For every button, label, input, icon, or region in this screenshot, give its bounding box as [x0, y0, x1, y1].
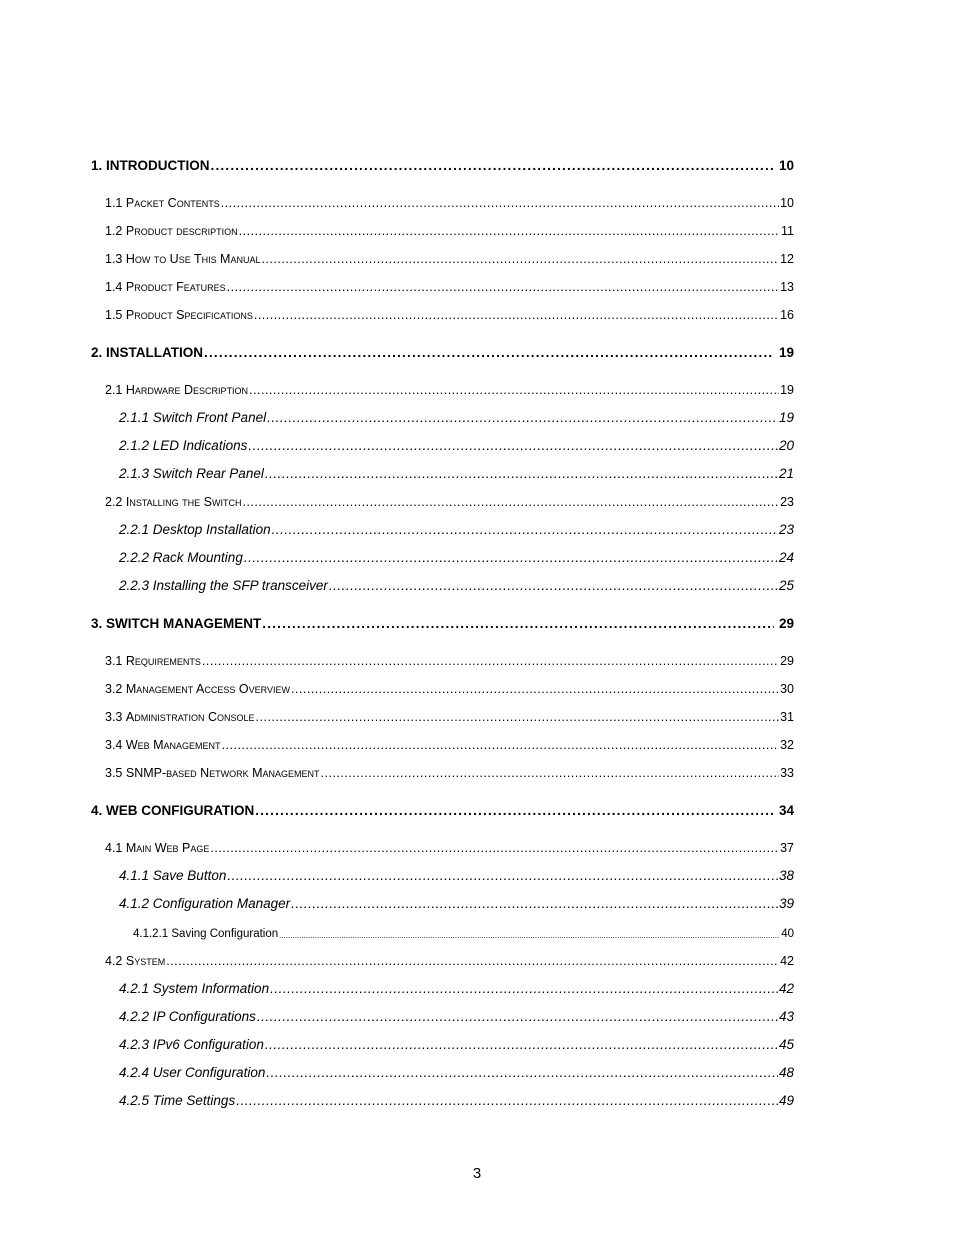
toc-entry-page: 38: [778, 868, 794, 883]
toc-entry-title: [119, 896, 290, 911]
toc-entry-number: 4.2.5: [119, 1093, 153, 1108]
toc-entry-number: 4.2.3: [119, 1037, 153, 1052]
toc-entry[interactable]: [105, 837, 794, 855]
toc-entry-title: [119, 410, 266, 425]
toc-leader-dots: [236, 1093, 778, 1108]
toc-entry-page: 34: [778, 803, 794, 818]
toc-entry-title: [119, 1037, 264, 1052]
toc-entry[interactable]: [119, 1034, 794, 1052]
toc-entry-text: INSTALLATION: [106, 345, 204, 360]
toc-entry-number: 2.1: [105, 383, 126, 397]
toc-entry[interactable]: [119, 1006, 794, 1024]
toc-leader-dots: [267, 410, 778, 425]
toc-entry-title: [91, 616, 261, 631]
toc-entry-text: Hardware Description: [125, 383, 249, 397]
toc-entry-page: 19: [780, 383, 794, 397]
toc-entry-title: [119, 522, 271, 537]
toc-entry-number: 4.2.2: [119, 1009, 153, 1024]
toc-entry-number: 2.2.1: [119, 522, 153, 537]
toc-entry[interactable]: [119, 435, 794, 453]
toc-entry[interactable]: [105, 706, 794, 724]
toc-leader-dots: [257, 1009, 778, 1024]
toc-entry-text: Switch Front Panel: [152, 410, 267, 425]
toc-entry-number: 4.1.2.1: [133, 928, 172, 940]
toc-entry[interactable]: [119, 547, 794, 565]
toc-entry-title: [119, 578, 328, 593]
toc-leader-dots: [166, 954, 779, 968]
toc-entry-title: [91, 803, 254, 818]
toc-entry-page: 42: [778, 981, 794, 996]
toc-entry[interactable]: [91, 613, 794, 631]
toc-entry-text: Time Settings: [152, 1093, 236, 1108]
toc-leader-dots: [221, 196, 779, 210]
toc-entry-title: [119, 438, 247, 453]
toc-entry-title: [119, 1009, 256, 1024]
toc-entry[interactable]: [105, 491, 794, 509]
toc-entry[interactable]: [105, 192, 794, 210]
toc-entry-number: 2.2.3: [119, 578, 153, 593]
toc-entry-text: INTRODUCTION: [106, 158, 210, 173]
toc-entry-page: 29: [780, 654, 794, 668]
toc-entry-title: [105, 308, 253, 322]
toc-entry[interactable]: [105, 304, 794, 322]
toc-entry-page: 37: [780, 841, 794, 855]
toc-entry-number: 2.1.3: [119, 466, 153, 481]
toc-leader-dots: [244, 550, 778, 565]
toc-leader-dots: [272, 522, 778, 537]
toc-entry-title: [91, 158, 210, 173]
toc-entry-text: Installing the SFP transceiver: [152, 578, 328, 593]
toc-leader-dots: [239, 224, 780, 238]
toc-entry-page: 40: [781, 928, 794, 940]
toc-leader-dots: [255, 803, 774, 818]
toc-entry[interactable]: [119, 978, 794, 996]
toc-entry-title: [105, 224, 238, 238]
toc-entry-text: Product Features: [125, 280, 226, 294]
toc-entry-page: 49: [778, 1093, 794, 1108]
toc-entry[interactable]: [105, 950, 794, 968]
toc-leader-dots: [227, 868, 778, 883]
toc-entry-title: [105, 495, 241, 509]
toc-entry-text: How to Use This Manual: [125, 252, 261, 266]
toc-entry-page: 10: [780, 196, 794, 210]
toc-leader-dots: [210, 841, 779, 855]
toc-leader-dots: [222, 738, 780, 752]
toc-entry-text: IP Configurations: [152, 1009, 256, 1024]
toc-entry[interactable]: [105, 379, 794, 397]
toc-entry-page: 16: [780, 308, 794, 322]
toc-entry-text: Switch Rear Panel: [152, 466, 264, 481]
toc-leader-dots: [270, 981, 778, 996]
toc-entry-title: [105, 766, 320, 780]
toc-entry-text: Rack Mounting: [152, 550, 243, 565]
toc-leader-dots: [254, 308, 779, 322]
toc-entry-page: 23: [780, 495, 794, 509]
toc-entry-page: 21: [778, 466, 794, 481]
toc-entry-page: 43: [778, 1009, 794, 1024]
toc-entry-text: Web Management: [125, 738, 221, 752]
toc-entry[interactable]: [119, 575, 794, 593]
toc-entry-title: [105, 738, 221, 752]
toc-entry-page: 11: [781, 224, 794, 238]
toc-entry-text: System Information: [152, 981, 270, 996]
toc-entry[interactable]: [105, 650, 794, 668]
toc-entry-page: 45: [778, 1037, 794, 1052]
toc-leader-dots: [227, 280, 779, 294]
toc-entry-number: 4.1.1: [119, 868, 153, 883]
toc-entry-page: 30: [780, 682, 794, 696]
toc-entry-title: [119, 466, 264, 481]
toc-entry-number: 3.2: [105, 682, 126, 696]
toc-entry-number: 1.: [91, 158, 107, 173]
toc-entry[interactable]: [119, 893, 794, 911]
toc-entry-text: LED Indications: [152, 438, 248, 453]
toc-entry-page: 39: [778, 896, 794, 911]
toc-entry-title: [133, 928, 278, 940]
toc-entry-title: [105, 841, 209, 855]
toc-entry-page: 25: [778, 578, 794, 593]
toc-entry-page: 23: [778, 522, 794, 537]
toc-entry[interactable]: [105, 276, 794, 294]
toc-leader-dots: [266, 1065, 778, 1080]
toc-entry-title: [119, 1065, 265, 1080]
toc-entry[interactable]: [105, 248, 794, 266]
toc-leader-dots: [262, 616, 774, 631]
toc-leader-dots: [261, 252, 779, 266]
toc-leader-dots: [265, 1037, 778, 1052]
toc-entry-title: [119, 550, 243, 565]
toc-entry-title: [105, 682, 290, 696]
toc-leader-dots: [265, 466, 778, 481]
toc-entry-page: 12: [780, 252, 794, 266]
toc-leader-dots: [256, 710, 780, 724]
toc-leader-dots: [248, 438, 778, 453]
toc-entry-number: 2.2: [105, 495, 126, 509]
toc-entry-title: [91, 345, 203, 360]
toc-entry-number: 2.1.2: [119, 438, 153, 453]
toc-entry[interactable]: [119, 1062, 794, 1080]
toc-entry[interactable]: [119, 1090, 794, 1108]
toc-entry-title: [119, 1093, 235, 1108]
toc-entry-number: 3.4: [105, 738, 126, 752]
toc-entry-number: 3.1: [105, 654, 126, 668]
toc-entry-text: Desktop Installation: [152, 522, 271, 537]
toc-entry-title: [119, 868, 226, 883]
toc-leader-dots: [291, 682, 779, 696]
toc-entry-page: 31: [780, 710, 794, 724]
toc-entry[interactable]: [91, 342, 794, 360]
toc-entry-title: [105, 383, 248, 397]
toc-leader-dots: [204, 345, 774, 360]
toc-leader-dots: [242, 495, 779, 509]
toc-entry-number: 2.: [91, 345, 107, 360]
toc-leader-dots: [249, 383, 779, 397]
toc-entry-number: 1.5: [105, 308, 126, 322]
toc-entry[interactable]: [105, 762, 794, 780]
toc-entry-number: 3.3: [105, 710, 126, 724]
toc-entry-text: Configuration Manager: [152, 896, 291, 911]
toc-entry[interactable]: [119, 865, 794, 883]
toc-entry[interactable]: [105, 734, 794, 752]
toc-entry-text: Main Web Page: [125, 841, 210, 855]
toc-entry-text: Product Specifications: [125, 308, 253, 322]
toc-entry-title: [105, 654, 201, 668]
toc-entry[interactable]: [119, 407, 794, 425]
toc-entry-text: WEB CONFIGURATION: [106, 803, 255, 818]
toc-entry-number: 1.2: [105, 224, 126, 238]
toc-entry-page: 24: [778, 550, 794, 565]
toc-entry-page: 32: [780, 738, 794, 752]
toc-entry-text: User Configuration: [152, 1065, 266, 1080]
toc-entry-number: 1.3: [105, 252, 126, 266]
toc-leader-dots: [202, 654, 779, 668]
toc-entry-number: 4.: [91, 803, 107, 818]
toc-entry-number: 3.: [91, 616, 107, 631]
toc-entry-page: 48: [778, 1065, 794, 1080]
toc-entry-number: 1.1: [105, 196, 126, 210]
toc-entry-page: 20: [778, 438, 794, 453]
toc-entry-number: 2.2.2: [119, 550, 153, 565]
toc-entry-title: [105, 252, 260, 266]
toc-entry-page: 19: [778, 410, 794, 425]
toc-entry[interactable]: [91, 800, 794, 818]
toc-entry[interactable]: [133, 922, 794, 940]
toc-entry-number: 3.5: [105, 766, 126, 780]
toc-entry-title: [105, 710, 255, 724]
toc-entry-number: 4.2.1: [119, 981, 153, 996]
toc-entry-number: 4.1.2: [119, 896, 153, 911]
toc-leader-dots: [279, 931, 780, 940]
toc-entry-text: Administration Console: [125, 710, 255, 724]
page-number: 3: [472, 1165, 482, 1182]
toc-leader-dots: [321, 766, 780, 780]
toc-entry[interactable]: [119, 519, 794, 537]
toc-entry-page: 42: [780, 954, 794, 968]
toc-entry-page: 29: [778, 616, 794, 631]
toc-entry-text: Installing the Switch: [125, 495, 242, 509]
toc-entry-number: 2.1.1: [119, 410, 153, 425]
toc-entry-text: Product description: [125, 224, 238, 238]
toc-entry-page: 33: [780, 766, 794, 780]
toc-entry[interactable]: [105, 678, 794, 696]
toc-entry-text: Saving Configuration: [171, 928, 279, 940]
toc-entry-number: 4.1: [105, 841, 126, 855]
toc-entry-page: 10: [778, 158, 794, 173]
toc-entry-text: Packet Contents: [125, 196, 220, 210]
toc-entry-number: 1.4: [105, 280, 126, 294]
toc-entry-text: SNMP-based Network Management: [125, 766, 320, 780]
toc-entry-text: IPv6 Configuration: [152, 1037, 264, 1052]
toc-entry-text: Save Button: [152, 868, 227, 883]
toc-entry-page: 19: [778, 345, 794, 360]
toc-entry-text: System: [125, 954, 166, 968]
toc-entry-title: [119, 981, 269, 996]
toc-leader-dots: [291, 896, 778, 911]
toc-entry-title: [105, 280, 226, 294]
toc-entry[interactable]: [119, 463, 794, 481]
toc-entry-title: [105, 196, 220, 210]
toc-leader-dots: [211, 158, 774, 173]
toc-entry[interactable]: [105, 220, 794, 238]
toc-entry-number: 4.2.4: [119, 1065, 153, 1080]
toc-leader-dots: [329, 578, 778, 593]
toc-entry-number: 4.2: [105, 954, 126, 968]
toc-entry-text: Requirements: [125, 654, 201, 668]
toc-entry-text: Management Access Overview: [125, 682, 290, 696]
toc-entry[interactable]: [91, 155, 794, 173]
toc-entry-text: SWITCH MANAGEMENT: [106, 616, 262, 631]
toc-entry-title: [105, 954, 165, 968]
toc-entry-page: 13: [780, 280, 794, 294]
